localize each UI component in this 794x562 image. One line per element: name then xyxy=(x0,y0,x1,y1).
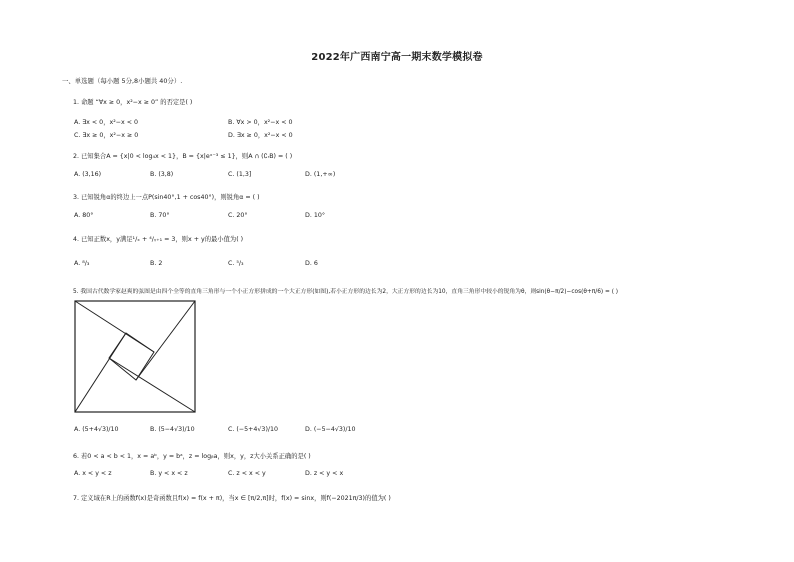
question-1-stem: 1. 命题 “∀x ≥ 0，x²−x ≥ 0” 的否定是( ) xyxy=(73,99,193,106)
question-2-option-b[interactable]: B. (3,8) xyxy=(150,171,174,178)
question-3-option-b[interactable]: B. 70° xyxy=(150,212,170,219)
question-2-option-a[interactable]: A. (3,16) xyxy=(74,171,102,178)
section-heading: 一、单选题（每小题 5分,8小题共 40分）. xyxy=(62,77,183,85)
question-4-stem: 4. 已知正数x，y满足¹/ₓ + ⁴/ᵧ₊₁ = 3，则x + y的最小值为( ) xyxy=(73,236,244,243)
question-4-option-b[interactable]: B. 2 xyxy=(150,260,163,267)
question-3-option-d[interactable]: D. 10° xyxy=(305,212,326,219)
question-3-option-c[interactable]: C. 20° xyxy=(228,212,248,219)
question-1-option-a[interactable]: A. ∃x < 0，x²−x < 0 xyxy=(74,119,139,126)
question-2-stem: 2. 已知集合A = {x|0 < log₄x < 1}，B = {x|eˣ⁻³ ≤ 1}，则A ∩ (∁ᵣB) = ( ) xyxy=(73,153,293,160)
question-6-stem: 6. 若0 < a < b < 1，x = aᵇ，y = bᵃ，z = logᵦa，则x，y，z大小关系正确的是( ) xyxy=(73,453,311,460)
question-5-option-d[interactable]: D. (−5−4√3)/10 xyxy=(305,426,356,433)
question-5-stem: 5. 我国古代数学家赵爽的弦图是由四个全等的直角三角形与一个小正方形拼成的一个大正方形(如图),若小正方形的边长为2，大正方形的边长为10，直角三角形中较小的锐角为θ，则sin(θ−π/2)−cos(θ+π/6) = ( ) xyxy=(73,289,619,295)
question-4-option-d[interactable]: D. 6 xyxy=(305,260,318,267)
question-6-option-b[interactable]: B. y < x < z xyxy=(150,470,188,477)
small-square xyxy=(109,333,154,380)
question-6-option-d[interactable]: D. z < y < x xyxy=(305,470,344,477)
question-5-option-a[interactable]: A. (5+4√3)/10 xyxy=(74,426,119,433)
question-1-option-c[interactable]: C. ∃x ≥ 0，x²−x ≥ 0 xyxy=(74,132,139,139)
exam-title: 2022年广西南宁高一期末数学模拟卷 xyxy=(311,52,483,63)
question-2-option-c[interactable]: C. (1,3] xyxy=(228,171,252,178)
triangle-edge-3 xyxy=(109,358,195,412)
question-5-option-b[interactable]: B. (5−4√3)/10 xyxy=(150,426,195,433)
question-7-stem: 7. 定义域在R上的函数f(x)是奇函数且f(x) = f(x + π)，当x ∈ [π/2,π]时，f(x) = sinx，则f(−2021π/3)的值为( ) xyxy=(73,495,391,502)
question-5-option-c[interactable]: C. (−5+4√3)/10 xyxy=(228,426,279,433)
large-square xyxy=(75,301,195,412)
question-1-option-d[interactable]: D. ∃x ≥ 0，x²−x < 0 xyxy=(228,132,293,139)
question-4-option-a[interactable]: A. ⁸/₃ xyxy=(74,260,90,267)
question-1-option-b[interactable]: B. ∀x > 0，x²−x < 0 xyxy=(228,119,293,126)
question-2-option-d[interactable]: D. (1,+∞) xyxy=(305,171,336,178)
triangle-edge-2 xyxy=(136,301,195,380)
question-3-option-a[interactable]: A. 80° xyxy=(74,212,94,219)
question-6-option-c[interactable]: C. z < x < y xyxy=(228,470,266,477)
zhao-shuang-diagram xyxy=(74,300,196,413)
question-6-option-a[interactable]: A. x < y < z xyxy=(74,470,112,477)
question-4-option-c[interactable]: C. ⁵/₃ xyxy=(228,260,244,267)
question-3-stem: 3. 已知锐角α的终边上一点P(sin40°,1 + cos40°)，则锐角α = ( ) xyxy=(73,194,260,201)
